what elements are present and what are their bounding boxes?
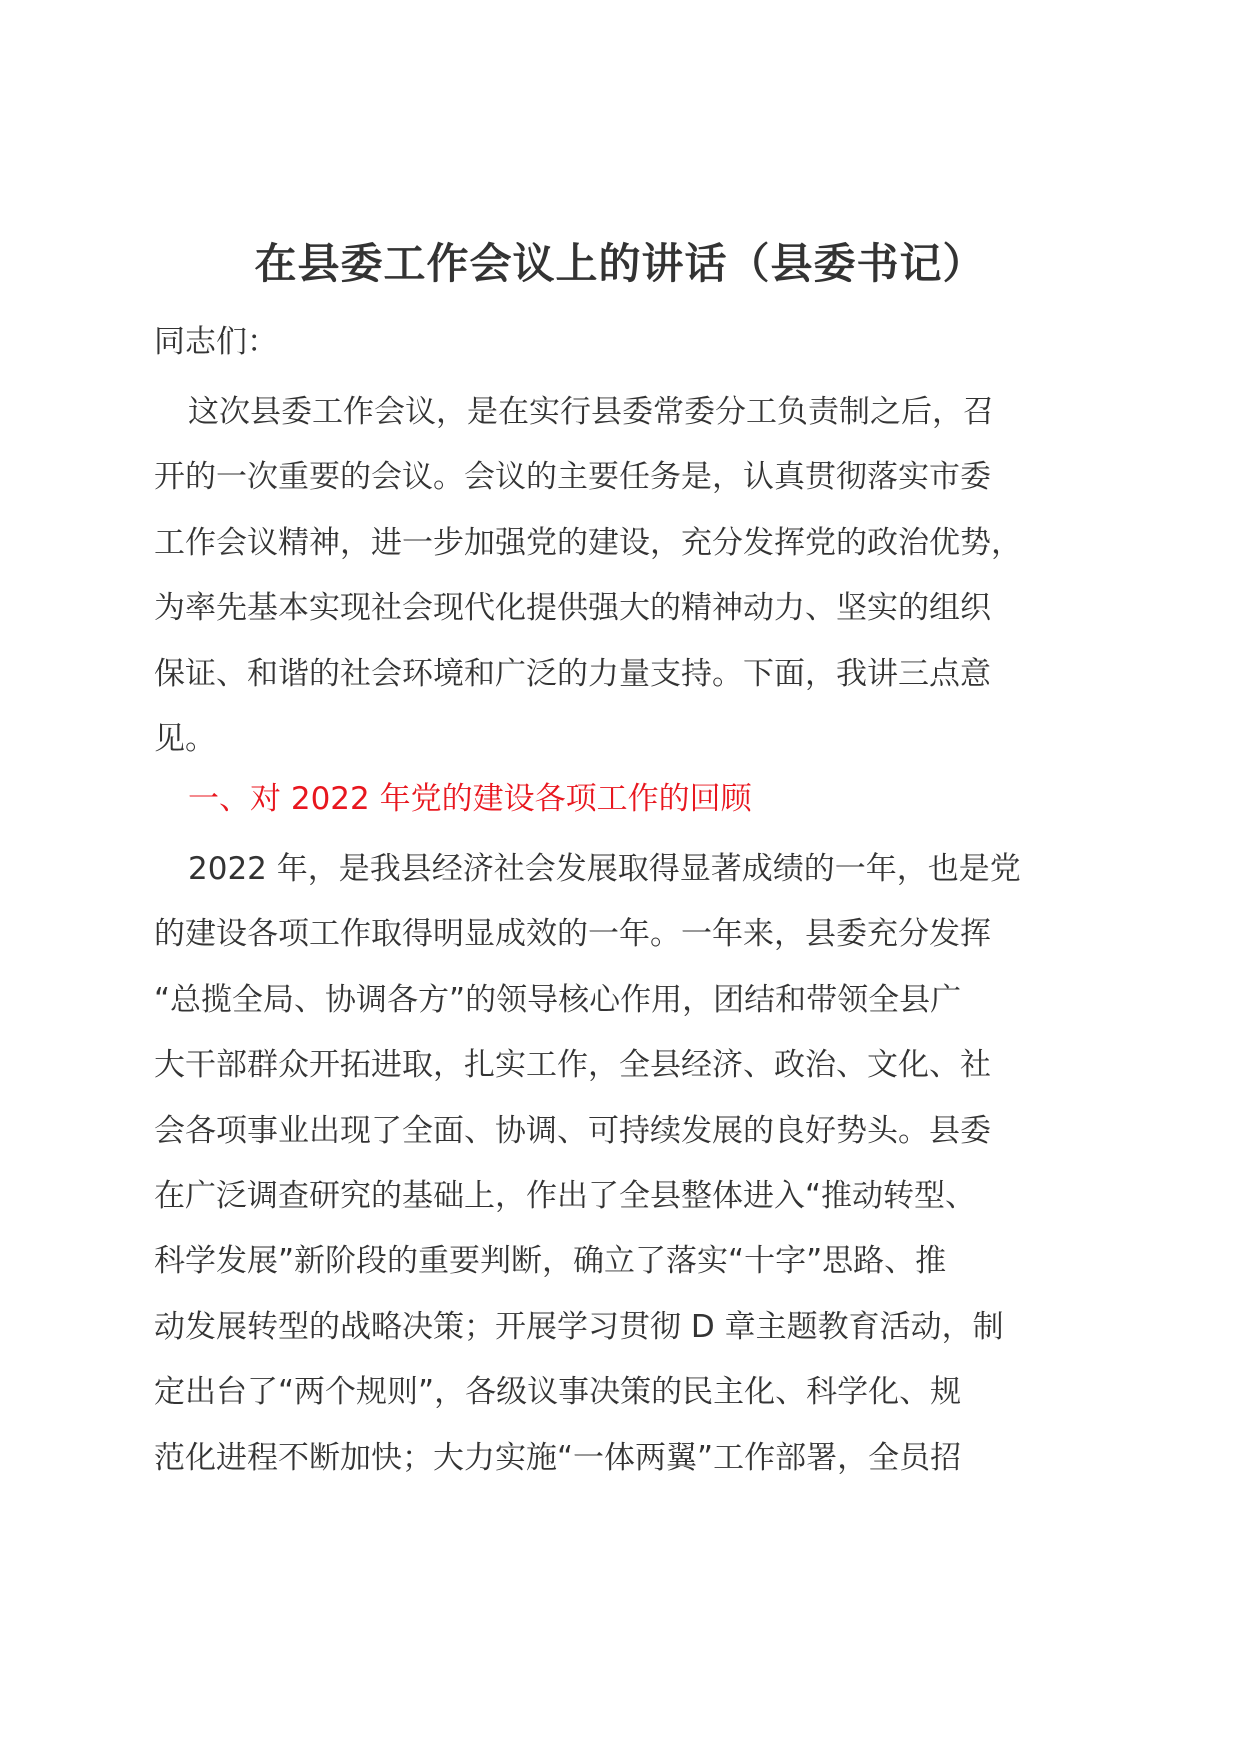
paragraph-line: 2022 年，是我县经济社会发展取得显著成绩的一年，也是党 [188, 851, 1021, 887]
paragraph-line: 保证、和谐的社会环境和广泛的力量支持。下面，我讲三点意 [154, 655, 991, 692]
paragraph-line: 会各项事业出现了全面、协调、可持续发展的良好势头。县委 [154, 1112, 991, 1149]
paragraph-line: 科学发展”新阶段的重要判断，确立了落实“十字”思路、推 [154, 1243, 947, 1280]
paragraph-line: 为率先基本实现社会现代化提供强大的精神动力、坚实的组织 [154, 590, 991, 627]
document-title: 在县委工作会议上的讲话（县委书记） [254, 239, 986, 288]
paragraph-line: 大干部群众开拓进取，扎实工作，全县经济、政治、文化、社 [154, 1047, 991, 1084]
section-heading: 一、对 2022 年党的建设各项工作的回顾 [188, 781, 752, 817]
paragraph-line: 动发展转型的战略决策；开展学习贯彻 D 章主题教育活动，制 [154, 1308, 1004, 1345]
greeting: 同志们： [154, 324, 278, 360]
paragraph-line: 开的一次重要的会议。会议的主要任务是，认真贯彻落实市委 [154, 459, 991, 496]
paragraph-line: 工作会议精神，进一步加强党的建设，充分发挥党的政治优势， [154, 524, 1022, 561]
paragraph-line: “总揽全局、协调各方”的领导核心作用，团结和带领全县广 [154, 981, 962, 1018]
paragraph-line: 定出台了“两个规则”，各级议事决策的民主化、科学化、规 [154, 1374, 962, 1411]
paragraph-line: 的建设各项工作取得明显成效的一年。一年来，县委充分发挥 [154, 916, 991, 953]
paragraph-line: 这次县委工作会议，是在实行县委常委分工负责制之后，召 [188, 394, 994, 430]
paragraph-line: 范化进程不断加快；大力实施“一体两翼”工作部署，全员招 [154, 1439, 962, 1476]
paragraph-intro [154, 380, 1094, 772]
paragraph-line: 在广泛调查研究的基础上，作出了全县整体进入“推动转型、 [154, 1178, 977, 1215]
paragraph-review [154, 837, 1094, 1491]
paragraph-line: 见。 [154, 721, 216, 758]
